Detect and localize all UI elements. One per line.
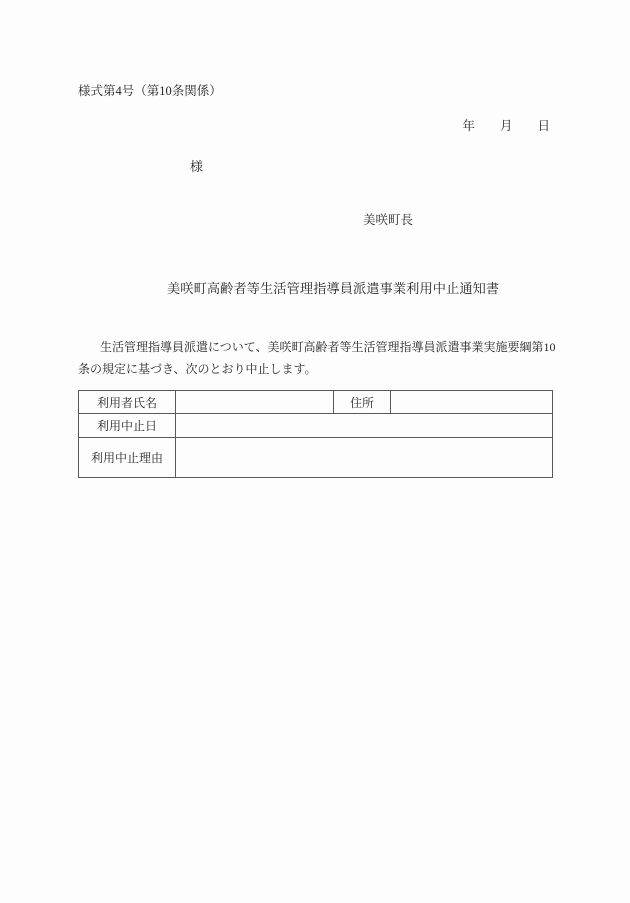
form-number: 様式第4号（第10条関係）: [78, 84, 222, 98]
table-cell-stop-reason-value: [176, 438, 553, 478]
table-row-stop-date: [79, 414, 553, 438]
table-cell-address-value: [391, 391, 553, 414]
document-title: 美咲町高齢者等生活管理指導員派遣事業利用中止通知書: [167, 281, 500, 296]
notice-table: [78, 390, 553, 478]
sender-title: 美咲町長: [363, 213, 414, 227]
table-row-user-name: [79, 391, 553, 414]
table-row-stop-reason: [79, 438, 553, 478]
table-label-stop-date: 利用中止日: [79, 414, 176, 438]
body-line-2: 条の規定に基づき、次のとおり中止します。: [78, 362, 317, 376]
table-cell-user-name-value: [176, 391, 334, 414]
table-cell-stop-date-value: [176, 414, 553, 438]
addressee-honorific: 様: [190, 159, 204, 174]
table-label-stop-reason: 利用中止理由: [79, 438, 176, 478]
body-line-1: 生活管理指導員派遣について、美咲町高齢者等生活管理指導員派遣事業実施要綱第10: [100, 340, 556, 354]
body-paragraph: [78, 336, 558, 380]
table-label-user-name: 利用者氏名: [79, 391, 176, 414]
date-line: 年 月 日: [462, 119, 550, 133]
table-label-address: 住所: [334, 391, 391, 414]
